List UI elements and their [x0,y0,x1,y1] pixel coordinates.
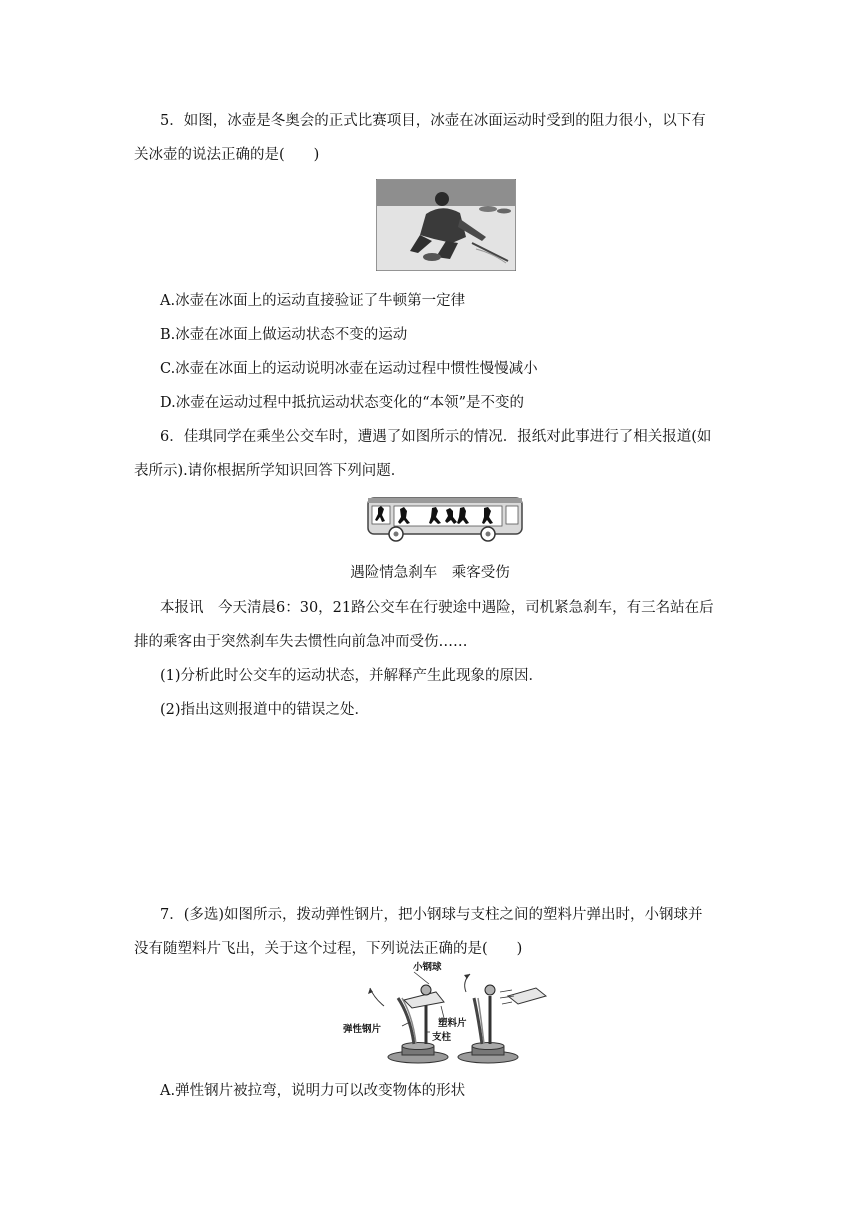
q6-subquestion-1: (1)分析此时公交车的运动状态，并解释产生此现象的原因． [160,668,544,684]
inertia-apparatus-diagram [340,962,556,1068]
q7-stem-line1: 7．(多选)如图所示，拨动弹性钢片，把小钢球与支柱之间的塑料片弹出时，小钢球并 [160,907,703,923]
q6-stem-line2: 表所示).请你根据所学知识回答下列问题． [134,463,406,479]
label-support-pillar: 支柱 [432,1032,452,1043]
q6-report-line1: 本报讯 今天清晨6：30，21路公交车在行驶途中遇险，司机紧急刹车，有三名站在后 [160,600,714,616]
q5-option-d: D.冰壶在运动过程中抵抗运动状态变化的“本领”是不变的 [160,395,525,411]
q5-option-b: B.冰壶在冰面上做运动状态不变的运动 [160,327,408,343]
q6-stem-line1: 6．佳琪同学在乘坐公交车时，遭遇了如图所示的情况．报纸对此事进行了相关报道(如 [160,429,712,445]
q5-stem-line2: 关冰壶的说法正确的是( ) [134,147,320,163]
q6-subquestion-2: (2)指出这则报道中的错误之处． [160,702,370,718]
q7-stem-line2: 没有随塑料片飞出，关于这个过程，下列说法正确的是( ) [134,941,523,957]
bus-illustration [366,494,526,544]
q7-option-a: A.弹性钢片被拉弯，说明力可以改变物体的形状 [160,1083,466,1099]
label-small-steel-ball: 小钢球 [413,962,442,973]
q6-figure-caption: 遇险情急刹车 乘客受伤 [350,565,510,581]
label-elastic-steel-strip: 弹性钢片 [343,1024,382,1035]
q5-stem-line1: 5．如图，冰壶是冬奥会的正式比赛项目，冰壶在冰面运动时受到的阻力很小，以下有 [160,113,706,129]
q5-option-c: C.冰壶在冰面上的运动说明冰壶在运动过程中惯性慢慢减小 [160,361,538,377]
q6-report-line2: 排的乘客由于突然刹车失去惯性向前急冲而受伤…… [134,634,468,650]
label-plastic-sheet: 塑料片 [438,1018,467,1029]
curling-photo [376,179,516,271]
q5-option-a: A.冰壶在冰面上的运动直接验证了牛顿第一定律 [160,293,466,309]
